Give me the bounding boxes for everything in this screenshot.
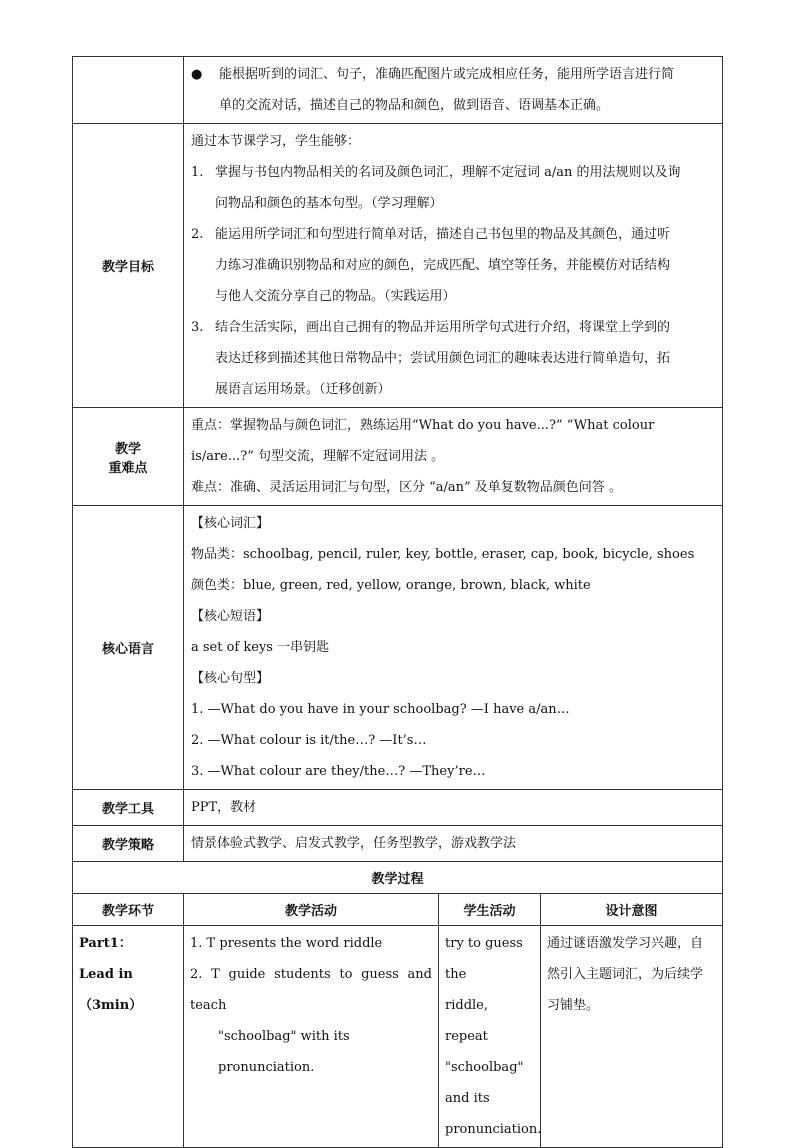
objective-item-2 [191, 219, 716, 312]
strategy-row [73, 826, 723, 862]
objective-number: 2. [191, 227, 204, 242]
header-stage: 教学环节 [73, 894, 184, 926]
strategy-value: 情景体验式教学、启发式教学，任务型教学，游戏教学法 [184, 826, 723, 862]
process-title-row [73, 862, 723, 894]
student-activity-line: and its [445, 1091, 490, 1106]
design-intent-line: 习铺垫。 [547, 998, 600, 1013]
key-points-label [73, 408, 184, 506]
objective-line: 力练习准确识别物品和对应的颜色，完成匹配、填空等任务，并能模仿对话结构 [215, 258, 671, 273]
sentence-line: 1. —What do you have in your schoolbag? —I have a/an… [191, 702, 570, 717]
part1-stage-cell [73, 926, 184, 1148]
tools-row [73, 790, 723, 826]
objective-number: 3. [191, 320, 204, 335]
objective-line: 问物品和颜色的基本句型。（学习理解） [215, 196, 443, 211]
header-student-activity: 学生活动 [439, 894, 541, 926]
vocab-heading: 【核心词汇】 [191, 516, 270, 531]
core-language-cell [184, 506, 723, 790]
objectives-label: 教学目标 [73, 124, 184, 408]
phrase-heading: 【核心短语】 [191, 609, 270, 624]
key-point-line-2: is/are...?” 句型交流，理解不定冠词用法 。 [191, 449, 445, 464]
key-points-cell [184, 408, 723, 506]
core-language-row [73, 506, 723, 790]
objective-line: 表达迁移到描述其他日常物品中；尝试用颜色词汇的趣味表达进行简单造句，拓 [215, 351, 671, 366]
design-intent-line: 通过谜语激发学习兴趣，自 [547, 936, 704, 951]
part1-subtitle: Lead in [79, 967, 133, 982]
vocab-items-line: 物品类：schoolbag, pencil, ruler, key, bottle, eraser, cap, book, bicycle, shoes [191, 547, 695, 562]
sentence-line: 3. —What colour are they/the…? —They’re… [191, 764, 486, 779]
teacher-activity-1: 1. T presents the word riddle [190, 936, 383, 951]
objectives-cell [184, 124, 723, 408]
ability-goal-row [73, 57, 723, 124]
objective-line: 掌握与书包内物品相关的名词及颜色词汇，理解不定冠词 a/an 的用法规则以及询 [215, 165, 681, 180]
ability-goal-cell [184, 57, 723, 124]
objective-line: 展语言运用场景。（迁移创新） [215, 382, 391, 397]
part1-student-activity-cell [439, 926, 541, 1148]
objective-line: 能运用所学词汇和句型进行简单对话，描述自己书包里的物品及其颜色，通过听 [215, 227, 671, 242]
student-activity-line: riddle, repeat [445, 998, 488, 1044]
student-activity-line: try to guess the [445, 936, 523, 982]
key-points-label-line-2: 重难点 [108, 460, 148, 476]
process-header-row [73, 894, 723, 926]
student-activity-line: pronunciation. [445, 1122, 542, 1137]
bullet-icon: ● [191, 67, 203, 82]
objective-item-1 [191, 157, 716, 219]
design-intent-line: 然引入主题词汇，为后续学 [547, 967, 704, 982]
ability-goal-line-1: 能根据听到的词汇、句子，准确匹配图片或完成相应任务，能用所学语言进行简 [219, 67, 675, 82]
vocab-colors-line: 颜色类：blue, green, red, yellow, orange, brown, black, white [191, 578, 591, 593]
lesson-plan [72, 56, 722, 1148]
tools-label: 教学工具 [73, 790, 184, 826]
objective-item-3 [191, 312, 716, 405]
part1-duration: （3min） [79, 998, 143, 1013]
teacher-activity-2-line-1: 2. T guide students to guess and teach [190, 967, 432, 1013]
part1-design-intent-cell [541, 926, 723, 1148]
objective-number: 1. [191, 165, 204, 180]
core-language-label: 核心语言 [73, 506, 184, 790]
difficulty-line: 难点：准确、灵活运用词汇与句型，区分 “a/an” 及单复数物品颜色问答 。 [191, 480, 622, 495]
key-point-line-1: 重点：掌握物品与颜色词汇，熟练运用“What do you have...?” “What colour [191, 418, 655, 433]
student-activity-line: "schoolbag" [445, 1060, 524, 1075]
lesson-plan-table [72, 56, 723, 1148]
phrase-line: a set of keys 一串钥匙 [191, 640, 330, 655]
header-design-intent: 设计意图 [541, 894, 723, 926]
objectives-intro: 通过本节课学习，学生能够： [191, 134, 361, 149]
key-points-label-line-1: 教学 [114, 441, 141, 457]
ability-goal-label-cell [73, 57, 184, 124]
process-row-part1 [73, 926, 723, 1148]
part1-teacher-activity-cell [184, 926, 439, 1148]
objectives-row [73, 124, 723, 408]
header-teacher-activity: 教学活动 [184, 894, 439, 926]
sentence-line: 2. —What colour is it/the…? —It’s… [191, 733, 427, 748]
teacher-activity-2-line-2: "schoolbag" with its pronunciation. [218, 1029, 350, 1075]
strategy-label: 教学策略 [73, 826, 184, 862]
part1-title: Part1： [79, 936, 132, 951]
tools-value: PPT，教材 [184, 790, 723, 826]
objective-line: 与他人交流分享自己的物品。（实践运用） [215, 289, 456, 304]
process-title: 教学过程 [73, 862, 723, 894]
sentence-heading: 【核心句型】 [191, 671, 270, 686]
key-points-row [73, 408, 723, 506]
objective-line: 结合生活实际，画出自己拥有的物品并运用所学句式进行介绍，将课堂上学到的 [215, 320, 671, 335]
ability-goal-line-2: 单的交流对话，描述自己的物品和颜色，做到语音、语调基本正确。 [219, 98, 610, 113]
